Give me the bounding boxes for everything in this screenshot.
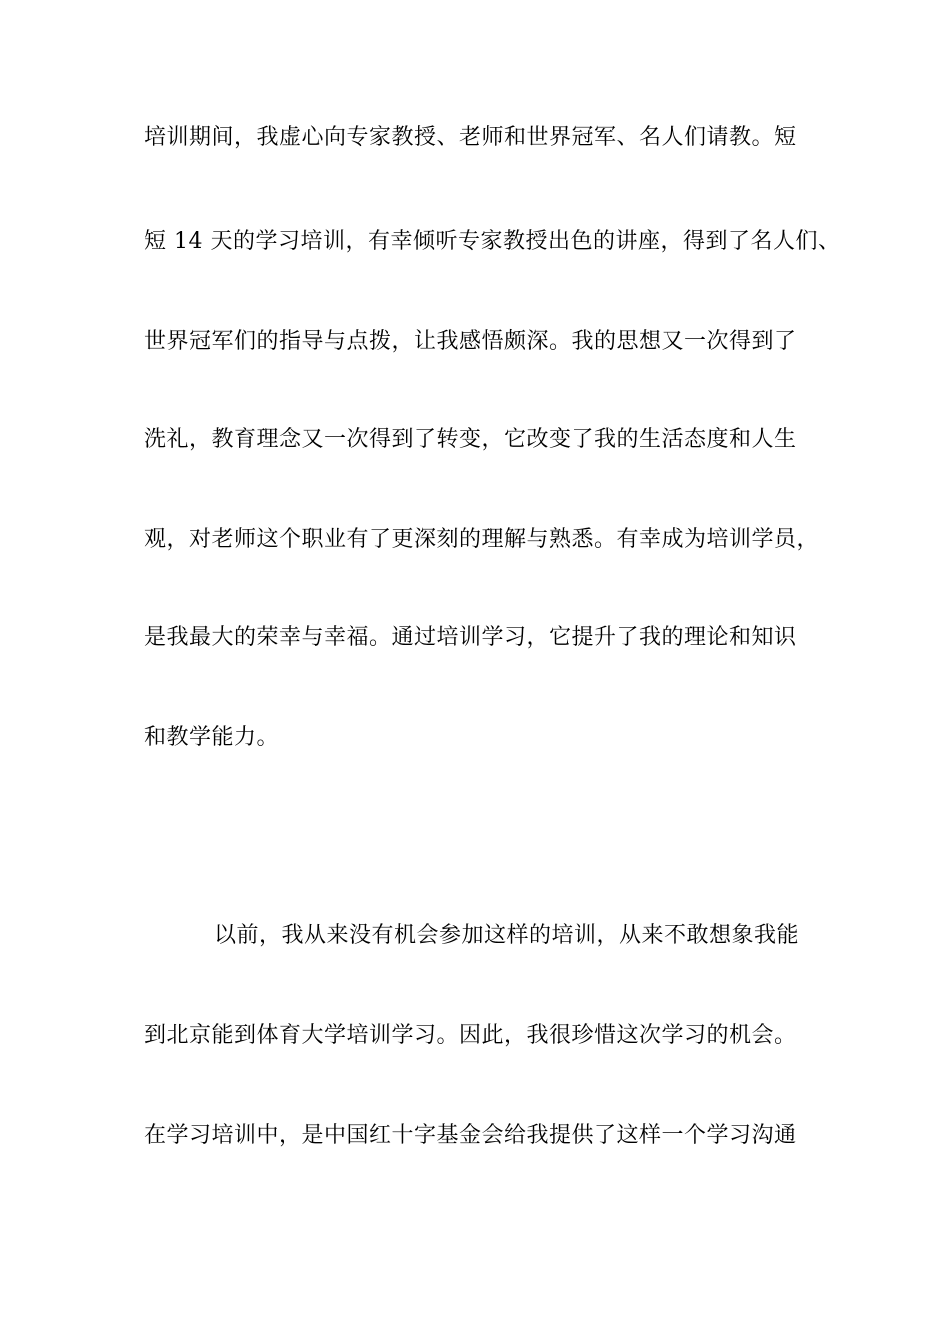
text-line: 在学习培训中，是中国红十字基金会给我提供了这样一个学习沟通 <box>144 1123 797 1148</box>
text-line: 和教学能力。 <box>144 725 280 750</box>
text-line: 世界冠军们的指导与点拨，让我感悟颇深。我的思想又一次得到了 <box>144 329 797 354</box>
text-line: 洗礼，教育理念又一次得到了转变，它改变了我的生活态度和人生 <box>144 427 797 452</box>
text-line: 短 14 天的学习培训，有幸倾听专家教授出色的讲座，得到了名人们、 <box>144 229 841 254</box>
text-line: 到北京能到体育大学培训学习。因此，我很珍惜这次学习的机会。 <box>144 1023 797 1048</box>
text-line-indented: 以前，我从来没有机会参加这样的培训，从来不敢想象我能 <box>214 923 800 948</box>
text-line: 是我最大的荣幸与幸福。通过培训学习，它提升了我的理论和知识 <box>144 625 797 650</box>
text-line: 观，对老师这个职业有了更深刻的理解与熟悉。有幸成为培训学员， <box>144 527 820 552</box>
text-line: 培训期间，我虚心向专家教授、老师和世界冠军、名人们请教。短 <box>144 125 797 150</box>
